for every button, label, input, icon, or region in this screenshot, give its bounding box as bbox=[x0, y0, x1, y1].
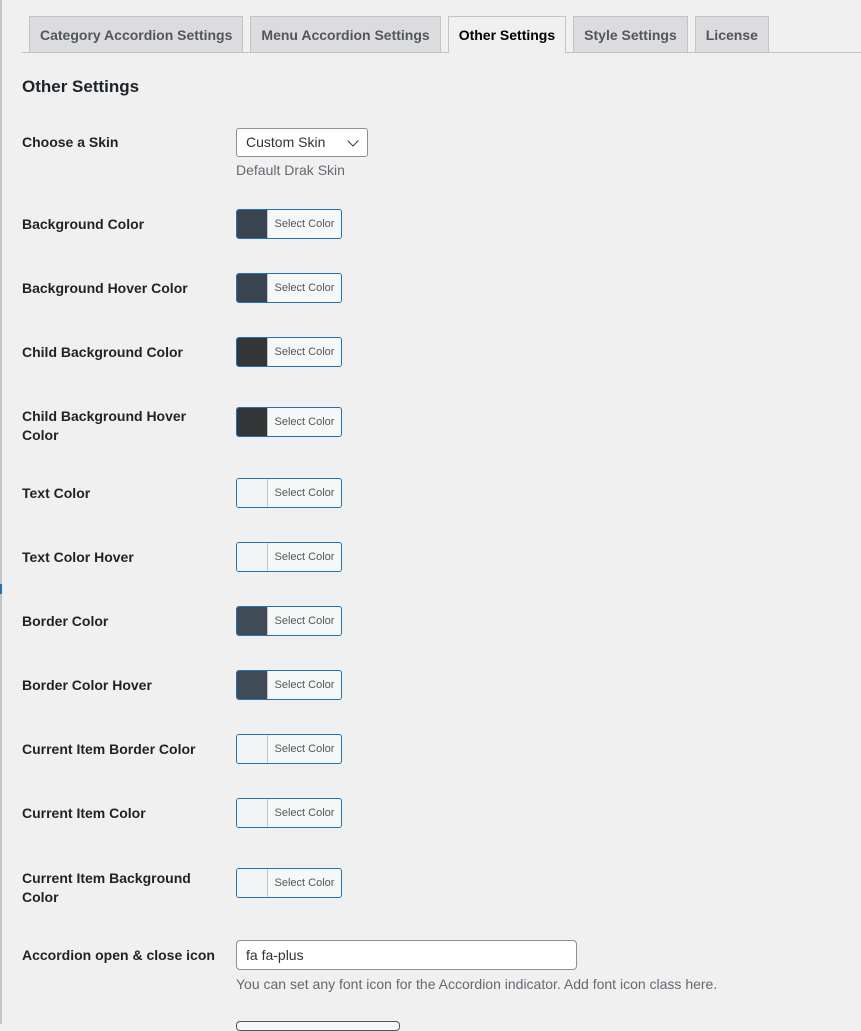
select-color-label: Select Color bbox=[274, 615, 335, 627]
accordion-icon-input[interactable]: fa fa-plus bbox=[236, 940, 577, 970]
tab-menu-accordion-settings[interactable]: Menu Accordion Settings bbox=[250, 16, 440, 52]
setting-label: Border Color bbox=[22, 613, 109, 629]
color-swatch bbox=[237, 408, 268, 436]
color-swatch bbox=[237, 210, 268, 238]
tab-license[interactable]: License bbox=[695, 16, 769, 52]
setting-label: Current Item Color bbox=[22, 805, 146, 821]
background-hover-color-picker-button[interactable] bbox=[236, 273, 342, 303]
setting-label: Child Background Color bbox=[22, 344, 183, 360]
setting-label: Text Color Hover bbox=[22, 549, 134, 565]
setting-label: Accordion open & close icon bbox=[22, 947, 215, 963]
current-item-border-color-picker-button[interactable] bbox=[236, 734, 342, 764]
color-swatch bbox=[237, 479, 268, 507]
accordion-icon-description: You can set any font icon for the Accordion indicator. Add font icon class here. bbox=[236, 976, 718, 992]
skin-label: Choose a Skin bbox=[22, 134, 119, 150]
admin-left-border bbox=[0, 0, 2, 1024]
border-color-picker-button[interactable] bbox=[236, 606, 342, 636]
select-color-label: Select Color bbox=[274, 218, 335, 230]
partially-visible-button[interactable] bbox=[236, 1021, 400, 1031]
color-swatch bbox=[237, 671, 268, 699]
setting-label: Border Color Hover bbox=[22, 677, 152, 693]
setting-label: Background Color bbox=[22, 216, 145, 232]
current-item-background-color-picker-button[interactable] bbox=[236, 868, 342, 898]
color-swatch bbox=[237, 543, 268, 571]
select-color-label: Select Color bbox=[274, 743, 335, 755]
select-color-label: Select Color bbox=[274, 487, 335, 499]
skin-select-value: Custom Skin bbox=[246, 134, 326, 150]
select-color-label: Select Color bbox=[274, 807, 335, 819]
current-item-color-picker-button[interactable] bbox=[236, 798, 342, 828]
select-color-label: Select Color bbox=[274, 282, 335, 294]
border-color-hover-picker-button[interactable] bbox=[236, 670, 342, 700]
color-swatch bbox=[237, 274, 268, 302]
settings-tab-bar bbox=[22, 16, 861, 53]
color-swatch bbox=[237, 869, 268, 897]
background-color-picker-button[interactable] bbox=[236, 209, 342, 239]
child-background-color-picker-button[interactable] bbox=[236, 337, 342, 367]
tab-category-accordion-settings[interactable]: Category Accordion Settings bbox=[29, 16, 243, 52]
select-color-label: Select Color bbox=[274, 679, 335, 691]
select-color-label: Select Color bbox=[274, 346, 335, 358]
color-swatch bbox=[237, 799, 268, 827]
setting-label: Current Item Background Color bbox=[22, 870, 191, 905]
color-swatch bbox=[237, 607, 268, 635]
child-background-hover-color-picker-button[interactable] bbox=[236, 407, 342, 437]
skin-select[interactable] bbox=[236, 128, 368, 157]
select-color-label: Select Color bbox=[274, 551, 335, 563]
tab-other-settings[interactable]: Other Settings bbox=[448, 16, 566, 53]
setting-label: Child Background Hover Color bbox=[22, 408, 187, 443]
select-color-label: Select Color bbox=[274, 877, 335, 889]
page-title: Other Settings bbox=[22, 77, 140, 96]
select-color-label: Select Color bbox=[274, 416, 335, 428]
skin-description: Default Drak Skin bbox=[236, 162, 345, 178]
text-color-hover-picker-button[interactable] bbox=[236, 542, 342, 572]
tab-style-settings[interactable]: Style Settings bbox=[573, 16, 688, 52]
admin-menu-indicator bbox=[0, 584, 2, 594]
color-swatch bbox=[237, 735, 268, 763]
setting-label: Text Color bbox=[22, 485, 91, 501]
color-swatch bbox=[237, 338, 268, 366]
setting-label: Current Item Border Color bbox=[22, 741, 196, 757]
text-color-picker-button[interactable] bbox=[236, 478, 342, 508]
chevron-down-icon bbox=[347, 135, 358, 146]
setting-label: Background Hover Color bbox=[22, 280, 188, 296]
